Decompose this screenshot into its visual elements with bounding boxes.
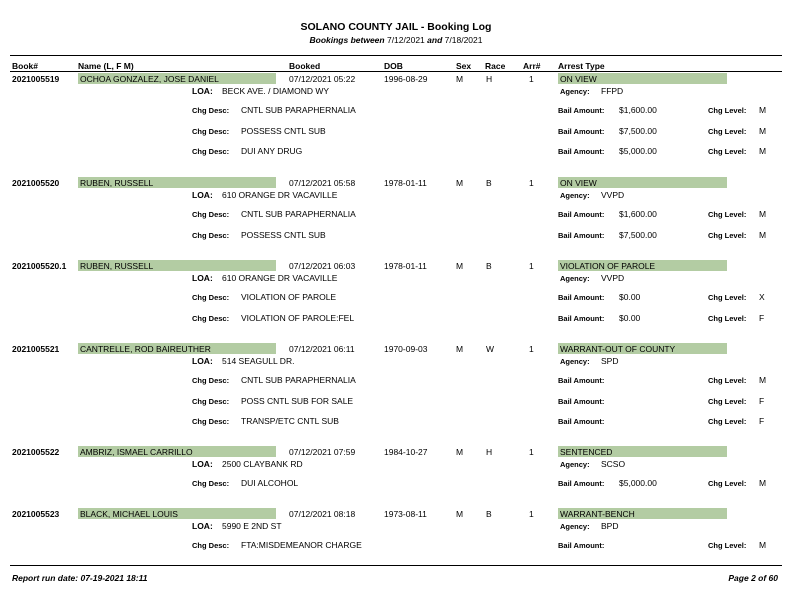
- chg-level-value: M: [759, 146, 767, 156]
- agency-label: Agency:: [560, 87, 590, 96]
- chg-level-value: M: [759, 478, 767, 488]
- arrest-type: ON VIEW: [560, 74, 597, 84]
- booked-datetime: 07/12/2021 06:11: [289, 344, 355, 354]
- sex: M: [456, 447, 464, 457]
- arrest-type: WARRANT-BENCH: [560, 509, 635, 519]
- book-number: 2021005520.1: [12, 261, 67, 271]
- race: W: [486, 344, 495, 354]
- book-number: 2021005522: [12, 447, 60, 457]
- chg-level-value: M: [759, 125, 767, 136]
- sex: M: [456, 74, 464, 84]
- bail-amount-value: $7,500.00: [619, 125, 657, 136]
- loa-value: 610 ORANGE DR VACAVILLE: [222, 190, 338, 200]
- chg-level-label: Chg Level:: [708, 479, 747, 488]
- chg-desc-value: POSSESS CNTL SUB: [241, 229, 326, 240]
- book-number: 2021005523: [12, 509, 60, 519]
- chg-level-value: M: [759, 229, 767, 240]
- chg-desc-label: Chg Desc:: [192, 376, 230, 385]
- book-number: 2021005519: [12, 74, 60, 84]
- report-run-date: Report run date: 07-19-2021 18:11: [12, 573, 148, 583]
- chg-desc-label: Chg Desc:: [192, 210, 230, 219]
- chg-desc-label: Chg Desc:: [192, 293, 230, 302]
- dob: 1973-08-11: [384, 509, 427, 519]
- report-title: SOLANO COUNTY JAIL - Booking Log: [300, 21, 492, 33]
- bail-amount-label: Bail Amount:: [558, 313, 605, 323]
- page-number: Page 2 of 60: [728, 573, 778, 583]
- header-arr: Arr#: [523, 61, 541, 71]
- chg-desc-label: Chg Desc:: [192, 396, 230, 406]
- race: H: [486, 447, 493, 457]
- start-date: 7/12/2021: [386, 35, 425, 45]
- chg-desc-value: CNTL SUB PARAPHERNALIA: [241, 375, 356, 385]
- chg-level-value: X: [759, 292, 765, 302]
- bail-amount-value: $0.00: [619, 292, 641, 302]
- bail-amount-label: Bail Amount:: [558, 210, 605, 219]
- header-arrest-type: Arrest Type: [558, 61, 605, 71]
- loa-label: LOA:: [192, 459, 213, 469]
- loa-value: 514 SEAGULL DR.: [222, 356, 295, 366]
- header-book: Book#: [12, 61, 38, 71]
- chg-desc-value: DUI ANY DRUG: [241, 146, 303, 156]
- chg-desc-value: POSS CNTL SUB FOR SALE: [241, 395, 354, 406]
- chg-level-label: Chg Level:: [708, 230, 747, 240]
- loa-value: BECK AVE. / DIAMOND WY: [222, 86, 330, 96]
- chg-level-label: Chg Level:: [708, 293, 747, 302]
- chg-level-label: Chg Level:: [708, 313, 747, 323]
- dob: 1984-10-27: [384, 447, 428, 457]
- chg-level-value: M: [759, 375, 767, 385]
- inmate-name: AMBRIZ, ISMAEL CARRILLO: [80, 447, 193, 457]
- bail-amount-label: Bail Amount:: [558, 376, 605, 385]
- chg-level-label: Chg Level:: [708, 396, 747, 406]
- bail-amount-value: $1,600.00: [619, 105, 657, 115]
- bail-amount-label: Bail Amount:: [558, 126, 605, 136]
- booked-datetime: 07/12/2021 05:58: [289, 178, 356, 188]
- chg-level-label: Chg Level:: [708, 376, 747, 385]
- chg-level-label: Chg Level:: [708, 126, 747, 136]
- agency-value: SPD: [601, 356, 619, 366]
- chg-desc-label: Chg Desc:: [192, 417, 230, 426]
- loa-value: 2500 CLAYBANK RD: [222, 459, 303, 469]
- arrest-type: WARRANT-OUT OF COUNTY: [560, 344, 676, 354]
- book-number: 2021005520: [12, 178, 60, 188]
- chg-level-value: M: [759, 209, 767, 219]
- inmate-name: RUBEN, RUSSELL: [80, 178, 154, 188]
- chg-level-value: M: [759, 105, 767, 115]
- race: B: [486, 261, 492, 271]
- agency-label: Agency:: [560, 357, 590, 366]
- race: B: [486, 178, 492, 188]
- bail-amount-label: Bail Amount:: [558, 293, 605, 302]
- chg-desc-value: VIOLATION OF PAROLE:FEL: [241, 312, 355, 323]
- arrest-type: SENTENCED: [560, 447, 613, 457]
- chg-desc-value: CNTL SUB PARAPHERNALIA: [241, 209, 356, 219]
- chg-level-value: F: [759, 416, 765, 426]
- dob: 1996-08-29: [384, 74, 428, 84]
- header-bottom-rule: [10, 71, 782, 72]
- chg-desc-value: DUI ALCOHOL: [241, 478, 299, 488]
- bail-amount-label: Bail Amount:: [558, 396, 605, 406]
- bail-amount-label: Bail Amount:: [558, 106, 605, 115]
- loa-label: LOA:: [192, 521, 213, 531]
- header-race: Race: [485, 61, 506, 71]
- header-top-rule: [10, 55, 782, 56]
- report-subtitle: [0, 35, 792, 45]
- arrest-number: 1: [529, 261, 534, 271]
- chg-level-value: F: [759, 312, 765, 323]
- header-dob: DOB: [384, 61, 403, 71]
- sex: M: [456, 509, 464, 519]
- arrest-type: VIOLATION OF PAROLE: [560, 261, 656, 271]
- bail-amount-label: Bail Amount:: [558, 417, 605, 426]
- bail-amount-value: $1,600.00: [619, 209, 657, 219]
- bail-amount-label: Bail Amount:: [558, 147, 605, 156]
- arrest-number: 1: [529, 344, 534, 354]
- dob: 1978-01-11: [384, 178, 427, 188]
- chg-desc-label: Chg Desc:: [192, 126, 230, 136]
- bail-amount-value: $5,000.00: [619, 146, 657, 156]
- chg-desc-label: Chg Desc:: [192, 147, 230, 156]
- arrest-number: 1: [529, 509, 534, 519]
- header-sex: Sex: [456, 61, 472, 71]
- booked-datetime: 07/12/2021 05:22: [289, 74, 356, 84]
- chg-level-label: Chg Level:: [708, 541, 747, 550]
- race: B: [486, 509, 492, 519]
- agency-value: VVPD: [601, 190, 625, 200]
- chg-desc-label: Chg Desc:: [192, 313, 230, 323]
- booked-datetime: 07/12/2021 08:18: [289, 509, 356, 519]
- dob: 1970-09-03: [384, 344, 428, 354]
- loa-value: 5990 E 2ND ST: [222, 521, 282, 531]
- arrest-type: ON VIEW: [560, 178, 597, 188]
- bail-amount-label: Bail Amount:: [558, 479, 605, 488]
- inmate-name: CANTRELLE, ROD BAIREUTHER: [80, 344, 211, 354]
- inmate-name: BLACK, MICHAEL LOUIS: [80, 509, 178, 519]
- agency-label: Agency:: [560, 460, 590, 469]
- chg-desc-label: Chg Desc:: [192, 106, 230, 115]
- chg-desc-value: FTA:MISDEMEANOR CHARGE: [241, 540, 362, 550]
- agency-value: VVPD: [601, 273, 625, 283]
- end-date: 7/18/2021: [444, 35, 483, 45]
- bail-amount-label: Bail Amount:: [558, 541, 605, 550]
- chg-level-label: Chg Level:: [708, 210, 747, 219]
- chg-desc-label: Chg Desc:: [192, 230, 230, 240]
- sex: M: [456, 178, 464, 188]
- sex: M: [456, 261, 464, 271]
- inmate-name: RUBEN, RUSSELL: [80, 261, 154, 271]
- chg-desc-value: TRANSP/ETC CNTL SUB: [241, 416, 339, 426]
- bail-amount-value: $7,500.00: [619, 229, 657, 240]
- chg-level-value: F: [759, 395, 765, 406]
- chg-desc-value: CNTL SUB PARAPHERNALIA: [241, 105, 356, 115]
- agency-label: Agency:: [560, 522, 590, 531]
- bail-amount-label: Bail Amount:: [558, 230, 605, 240]
- book-number: 2021005521: [12, 344, 60, 354]
- race: H: [486, 74, 493, 84]
- arrest-number: 1: [529, 178, 534, 188]
- chg-level-label: Chg Level:: [708, 147, 747, 156]
- sex: M: [456, 344, 464, 354]
- header-name: Name (L, F M): [78, 61, 134, 71]
- chg-level-label: Chg Level:: [708, 106, 747, 115]
- chg-desc-value: POSSESS CNTL SUB: [241, 125, 326, 136]
- arrest-number: 1: [529, 74, 534, 84]
- chg-desc-label: Chg Desc:: [192, 541, 230, 550]
- bail-amount-value: $5,000.00: [619, 478, 657, 488]
- dob: 1978-01-11: [384, 261, 427, 271]
- loa-label: LOA:: [192, 273, 213, 283]
- subtitle-and: and: [427, 35, 443, 45]
- chg-desc-label: Chg Desc:: [192, 479, 230, 488]
- inmate-name: OCHOA GONZALEZ, JOSE DANIEL: [80, 74, 219, 84]
- subtitle-prefix: Bookings between: [309, 35, 385, 45]
- agency-label: Agency:: [560, 274, 590, 283]
- agency-value: BPD: [601, 521, 619, 531]
- header-booked: Booked: [289, 61, 321, 71]
- booked-datetime: 07/12/2021 07:59: [289, 447, 356, 457]
- bail-amount-value: $0.00: [619, 312, 641, 323]
- loa-value: 610 ORANGE DR VACAVILLE: [222, 273, 338, 283]
- booked-datetime: 07/12/2021 06:03: [289, 261, 356, 271]
- chg-level-label: Chg Level:: [708, 417, 747, 426]
- footer-rule: [10, 565, 782, 566]
- agency-value: FFPD: [601, 86, 624, 96]
- agency-label: Agency:: [560, 191, 590, 200]
- loa-label: LOA:: [192, 86, 213, 96]
- arrest-number: 1: [529, 447, 534, 457]
- chg-level-value: M: [759, 540, 767, 550]
- agency-value: SCSO: [601, 459, 626, 469]
- chg-desc-value: VIOLATION OF PAROLE: [241, 292, 337, 302]
- loa-label: LOA:: [192, 190, 213, 200]
- loa-label: LOA:: [192, 356, 213, 366]
